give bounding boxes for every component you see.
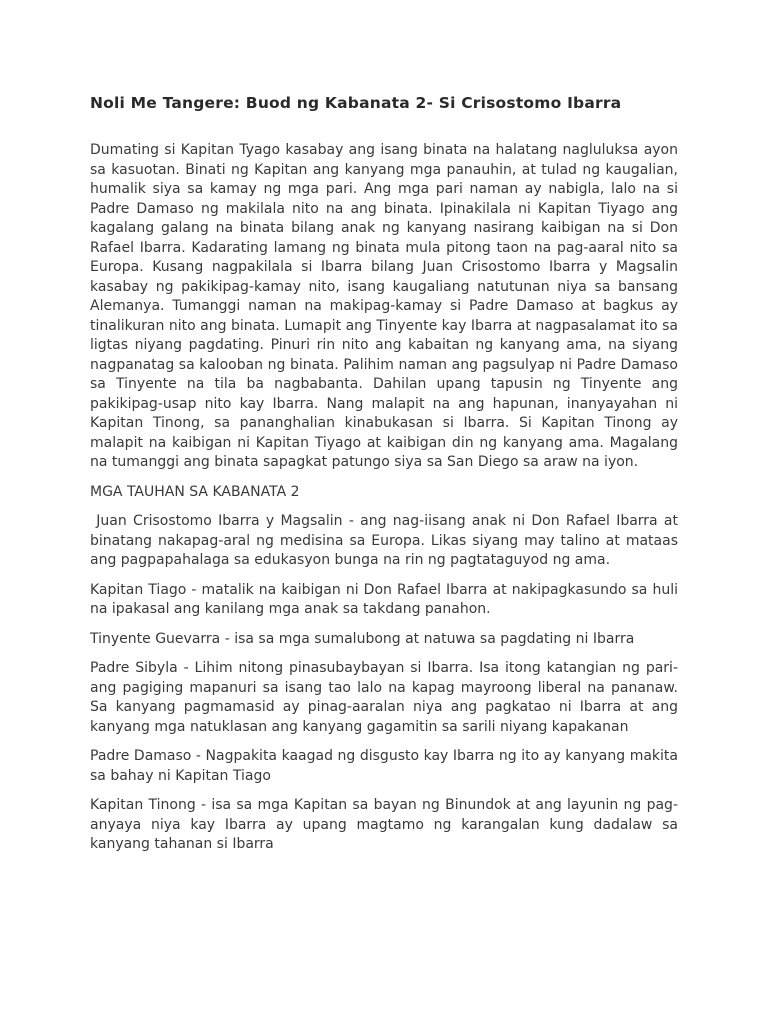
character-kapitan-tiago: Kapitan Tiago - matalik na kaibigan ni Don Rafael Ibarra at nakipagkasundo sa huli na ipakasal ang kanilang mga anak sa takdang panahon. — [90, 581, 678, 617]
character-kapitan-tinong: Kapitan Tinong - isa sa mga Kapitan sa bayan ng Binundok at ang layunin ng pag-anyaya niya kay Ibarra ay upang magtamo ng karangalan kung dadalaw sa kanyang tahanan si Ibarra — [90, 797, 678, 852]
character-padre-damaso: Padre Damaso - Nagpakita kaagad ng disgusto kay Ibarra ng ito ay kanyang makita sa bahay ni Kapitan Tiago — [90, 748, 678, 784]
characters-section-heading: MGA TAUHAN SA KABANATA 2 — [90, 483, 300, 500]
character-padre-sibyla: Padre Sibyla - Lihim nitong pinasubaybayan si Ibarra. Isa itong katangian ng pari- ang pagiging mapanuri sa isang tao lalo na kapag mayroong liberal na pananaw. Sa kanyang pagmamasid ay pinag-aaralan niya ang pagkatao ni Ibarra at ang kanyang mga natuklasan ang kanyang gagamitin sa sarili niyang kapakanan — [90, 660, 678, 735]
document-title: Noli Me Tangere: Buod ng Kabanata 2- Si Crisostomo Ibarra — [90, 94, 622, 112]
chapter-summary-paragraph: Dumating si Kapitan Tyago kasabay ang isang binata na halatang nagluluksa ayon sa kasuotan. Binati ng Kapitan ang kanyang mga panauhin, at tulad ng kaugalian, humalik siya sa kamay ng mga pari. Ang mga pari naman ay nabigla, lalo na si Padre Damaso ng makilala nito na ang binata. Ipinakilala ni Kapitan Tiyago ang kagalang galang na binata bilang anak ng kanyang nasirang kaibigan na si Don Rafael Ibarra. Kadarating lamang ng binata mula pitong taon na pag-aaral nito sa Europa. Kusang nagpakilala si Ibarra bilang Juan Crisostomo Ibarra y Magsalin kasabay ng pakikipag-kamay nito, isang kaugaliang natutunan niya sa bansang Alemanya. Tumanggi naman na makipag-kamay si Padre Damaso at bagkus ay tinalikuran nito ang binata. Lumapit ang Tinyente kay Ibarra at nagpasalamat ito sa ligtas niyang pagdating. Pinuri rin nito ang kabaitan ng kanyang ama, na siyang nagpanatag sa kalooban ng binata. Palihim naman ang pagsulyap ni Padre Damaso sa Tinyente na tila ba nagbabanta. Dahilan upang tapusin ng Tinyente ang pakikipag-usap nito kay Ibarra. Nang malapit na ang hapunan, inanyayahan ni Kapitan Tinong, sa pananghalian kinabukasan si Ibarra. Si Kapitan Tinong ay malapit na kaibigan ni Kapitan Tiyago at kaibigan din ng kanyang ama. Magalang na tumanggi ang binata sapagkat patungo siya sa San Diego sa araw na iyon. — [90, 142, 678, 470]
character-tinyente-guevarra: Tinyente Guevarra - isa sa mga sumalubong at natuwa sa pagdating ni Ibarra — [90, 630, 635, 647]
character-juan-crisostomo-ibarra: Juan Crisostomo Ibarra y Magsalin - ang nag-iisang anak ni Don Rafael Ibarra at binatang nakapag-aral ng medisina sa Europa. Likas siyang may talino at mataas ang pagpapahalaga sa edukasyon bunga na rin ng pagtataguyod ng ama. — [90, 513, 678, 568]
